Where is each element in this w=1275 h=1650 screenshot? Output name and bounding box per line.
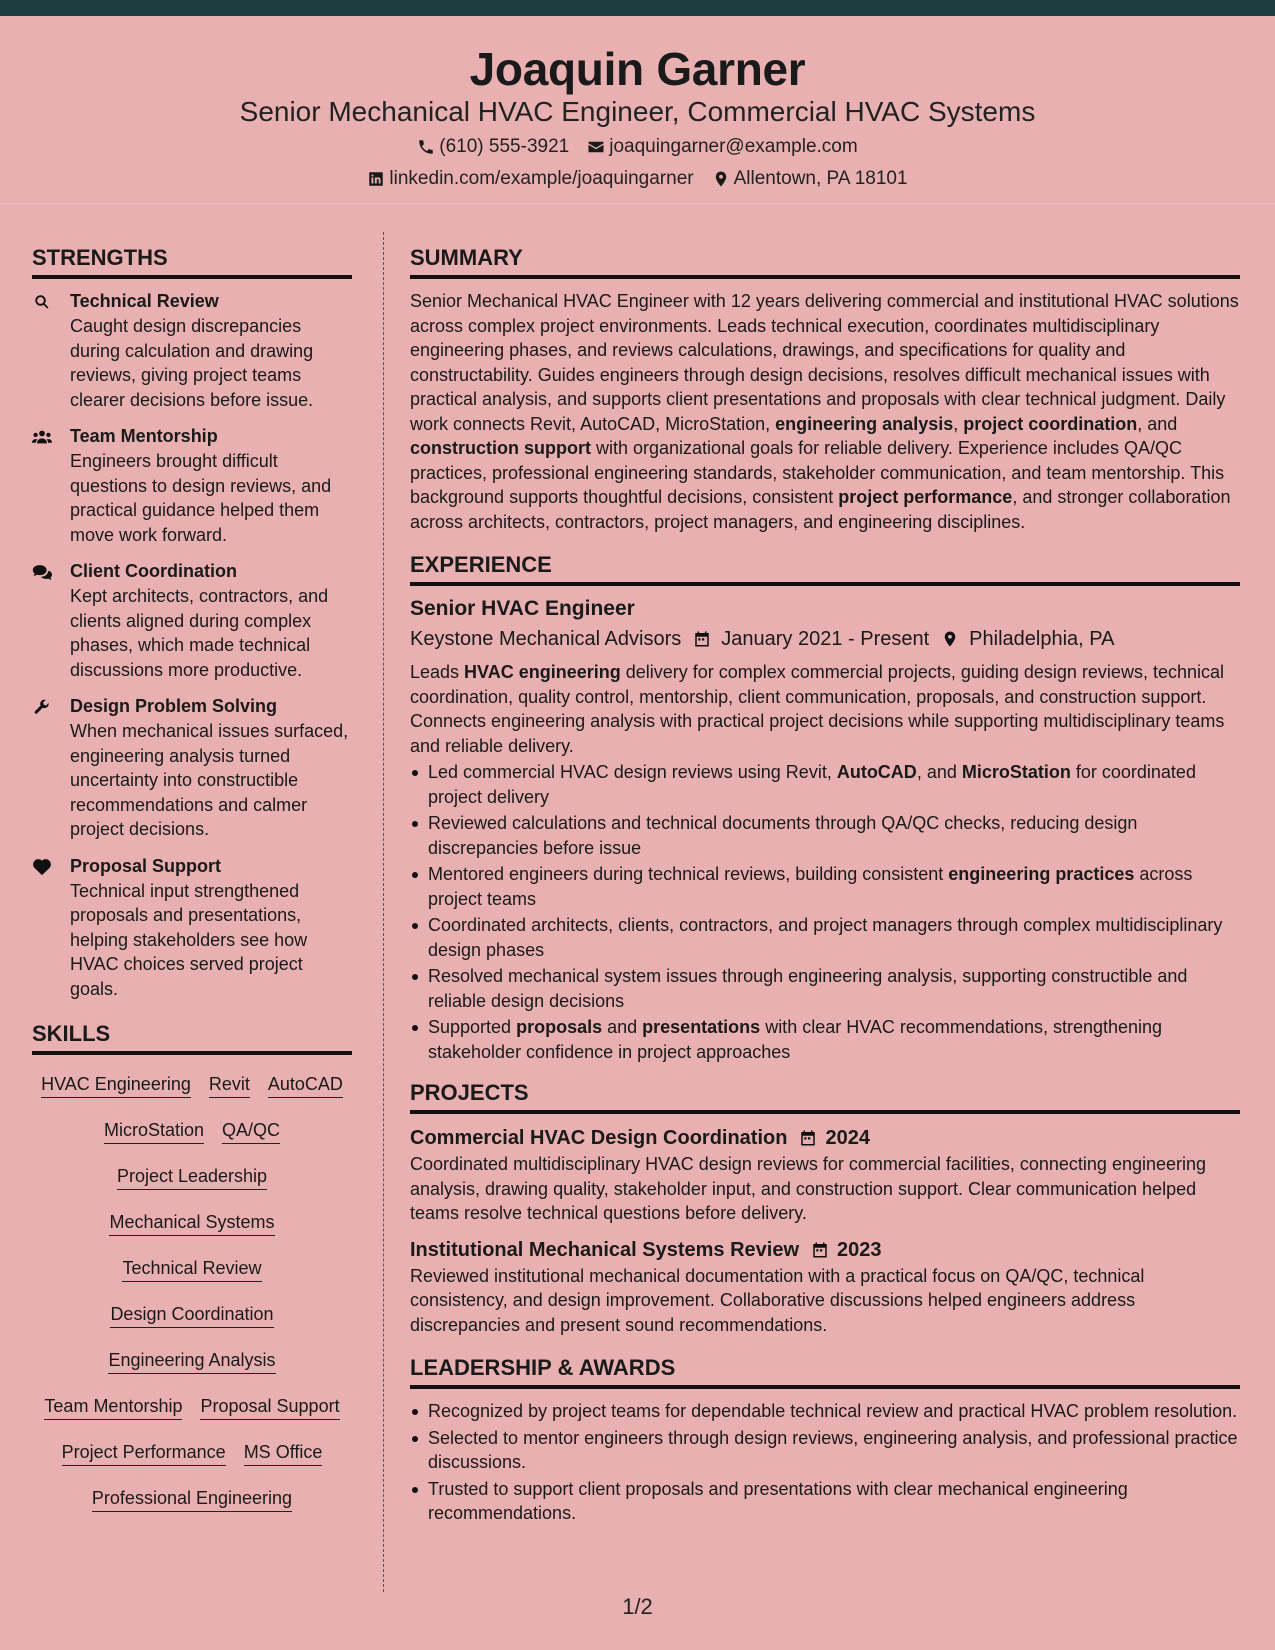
heart-icon bbox=[32, 858, 52, 876]
list-item: Mentored engineers during technical reviews, building consistent engineering practices across project teams bbox=[410, 862, 1240, 911]
calendar-icon bbox=[811, 1241, 829, 1259]
strength-title: Client Coordination bbox=[70, 561, 237, 581]
strength-desc: Engineers brought difficult questions to design reviews, and practical guidance helped them move work forward. bbox=[70, 451, 332, 545]
contact-line-2 bbox=[0, 166, 1275, 192]
skill-tag: Project Performance bbox=[62, 1441, 226, 1466]
email-text[interactable]: joaquingarner@example.com bbox=[609, 136, 858, 157]
skills-heading: SKILLS bbox=[32, 1019, 352, 1055]
linkedin-text[interactable]: linkedin.com/example/joaquingarner bbox=[389, 168, 694, 189]
project-year: 2024 bbox=[825, 1127, 870, 1149]
list-item: Coordinated architects, clients, contractors, and project managers through complex multidisciplinary design phases bbox=[410, 913, 1240, 962]
candidate-name: Joaquin Garner bbox=[469, 43, 806, 95]
project-title: Institutional Mechanical Systems Review bbox=[410, 1238, 800, 1261]
users-icon bbox=[32, 428, 52, 446]
candidate-title: Senior Mechanical HVAC Engineer, Commercial HVAC Systems bbox=[239, 96, 1036, 127]
comments-icon bbox=[32, 563, 52, 581]
wrench-icon bbox=[32, 698, 52, 716]
left-column bbox=[32, 243, 352, 1512]
skill-tag: Team Mentorship bbox=[44, 1395, 182, 1420]
strength-item bbox=[32, 854, 352, 1002]
skill-tag: Technical Review bbox=[122, 1257, 261, 1282]
skill-tag: Professional Engineering bbox=[92, 1487, 292, 1512]
resume-header bbox=[0, 16, 1275, 204]
location-text: Allentown, PA 18101 bbox=[733, 168, 908, 189]
project-desc: Reviewed institutional mechanical documentation with a practical focus on QA/QC, technical consistency, and design improvement. Collaborative discussions helped engineers address discrepancies and present sound recommendations. bbox=[410, 1265, 1145, 1335]
company-name: Keystone Mechanical Advisors bbox=[410, 628, 682, 650]
contact-line-1 bbox=[0, 134, 1275, 160]
skill-tag: MS Office bbox=[244, 1441, 323, 1466]
job-dates: January 2021 - Present bbox=[721, 628, 930, 650]
project-desc: Coordinated multidisciplinary HVAC design reviews for commercial facilities, connecting engineering analysis, drawing quality, stakeholder input, and construction support. Clear communication helped teams resolve technical questions before delivery. bbox=[410, 1154, 1207, 1223]
skill-tag: Project Leadership bbox=[117, 1165, 267, 1190]
search-icon bbox=[32, 293, 52, 311]
projects-heading: PROJECTS bbox=[410, 1078, 1240, 1114]
email-contact[interactable] bbox=[587, 134, 857, 160]
strength-title: Proposal Support bbox=[70, 855, 222, 876]
strength-desc: Kept architects, contractors, and clients aligned during complex phases, which made technical discussions more productive. bbox=[70, 586, 329, 680]
strength-title: Technical Review bbox=[70, 291, 219, 311]
job-location: Philadelphia, PA bbox=[969, 628, 1115, 650]
skill-tag: AutoCAD bbox=[268, 1073, 343, 1098]
summary-heading: SUMMARY bbox=[410, 243, 1240, 279]
strength-desc: Technical input strengthened proposals and presentations, helping stakeholders see how HVAC choices served project goals. bbox=[70, 880, 308, 999]
phone-text: (610) 555-3921 bbox=[439, 136, 570, 157]
strength-item bbox=[32, 424, 352, 547]
linkedin-icon bbox=[367, 170, 385, 188]
calendar-icon bbox=[799, 1129, 817, 1147]
awards-heading: LEADERSHIP & AWARDS bbox=[410, 1353, 1240, 1389]
experience-heading: EXPERIENCE bbox=[410, 550, 1240, 586]
job-intro: Leads HVAC engineering delivery for complex commercial projects, guiding design reviews, technical coordination, quality control, mentorship, client communication, proposals, and construction support. Connects engineering analysis with practical project decisions while supporting multidisciplinary teams and reliable delivery. bbox=[410, 662, 1225, 756]
list-item: Trusted to support client proposals and presentations with clear mechanical engineering recommendations. bbox=[410, 1477, 1240, 1526]
project-title-row bbox=[410, 1236, 1240, 1264]
project-title: Commercial HVAC Design Coordination bbox=[410, 1127, 788, 1149]
summary-text: Senior Mechanical HVAC Engineer with 12 years delivering commercial and institutional HVAC solutions across complex project environments. Leads technical execution, coordinates multidisciplinary engineering phases, and reviews calculations, drawings, and specifications for quality and constructability. Guides engineers through design decisions, resolves difficult mechanical issues with practical analysis, and supports client presentations and proposals with clear technical judgment. Daily work connects Revit, AutoCAD, MicroStation, engineering analysis, project coordination, and construction support with organizational goals for reliable delivery. Experience includes QA/QC practices, professional engineering standards, stakeholder communication, and team mentorship. This background supports thoughtful decisions, consistent project performance, and stronger collaboration across architects, contractors, project managers, and engineering disciplines. bbox=[410, 291, 1239, 532]
calendar-icon bbox=[693, 630, 711, 648]
envelope-icon bbox=[587, 138, 605, 156]
strength-item bbox=[32, 559, 352, 682]
strengths-heading: STRENGTHS bbox=[32, 243, 352, 279]
phone-icon bbox=[417, 138, 435, 156]
strength-item bbox=[32, 289, 352, 412]
list-item: Resolved mechanical system issues through engineering analysis, supporting constructible and reliable design decisions bbox=[410, 964, 1240, 1013]
right-column bbox=[410, 243, 1240, 1528]
skill-tag: Engineering Analysis bbox=[108, 1349, 275, 1374]
project-year: 2023 bbox=[837, 1238, 882, 1261]
column-divider bbox=[383, 232, 384, 1592]
page-number: 1/2 bbox=[622, 1594, 653, 1619]
project-title-row bbox=[410, 1124, 1240, 1152]
list-item: Selected to mentor engineers through design reviews, engineering analysis, and professional practice discussions. bbox=[410, 1426, 1240, 1475]
top-bar bbox=[0, 0, 1275, 16]
skill-tag: Revit bbox=[209, 1073, 250, 1098]
job-title: Senior HVAC Engineer bbox=[410, 597, 635, 620]
skill-tag: Proposal Support bbox=[200, 1395, 339, 1420]
strength-item bbox=[32, 694, 352, 842]
skills-list bbox=[32, 1065, 352, 1512]
job-meta bbox=[410, 624, 1240, 654]
strength-title: Design Problem Solving bbox=[70, 696, 278, 716]
list-item: Recognized by project teams for dependable technical review and practical HVAC problem resolution. bbox=[410, 1399, 1240, 1424]
list-item: Led commercial HVAC design reviews using Revit, AutoCAD, and MicroStation for coordinated project delivery bbox=[410, 760, 1240, 809]
skill-tag: HVAC Engineering bbox=[41, 1073, 191, 1098]
linkedin-contact[interactable] bbox=[367, 166, 693, 192]
location-contact bbox=[712, 166, 908, 192]
job-bullets bbox=[410, 760, 1240, 1064]
strength-desc: When mechanical issues surfaced, engineering analysis turned uncertainty into constructible recommendations and calmer project decisions. bbox=[70, 721, 349, 839]
map-pin-icon bbox=[941, 630, 959, 648]
list-item: Supported proposals and presentations with clear HVAC recommendations, strengthening stakeholder confidence in project approaches bbox=[410, 1015, 1240, 1064]
strength-title: Team Mentorship bbox=[70, 426, 218, 446]
phone-contact bbox=[417, 134, 569, 160]
skill-tag: MicroStation bbox=[104, 1119, 204, 1144]
map-pin-icon bbox=[712, 170, 730, 188]
list-item: Reviewed calculations and technical documents through QA/QC checks, reducing design discrepancies before issue bbox=[410, 811, 1240, 860]
skill-tag: Mechanical Systems bbox=[109, 1211, 274, 1236]
awards-list bbox=[410, 1399, 1240, 1526]
skill-tag: Design Coordination bbox=[110, 1303, 273, 1328]
strength-desc: Caught design discrepancies during calculation and drawing reviews, giving project teams clearer decisions before issue. bbox=[70, 316, 314, 410]
skill-tag: QA/QC bbox=[222, 1119, 280, 1144]
